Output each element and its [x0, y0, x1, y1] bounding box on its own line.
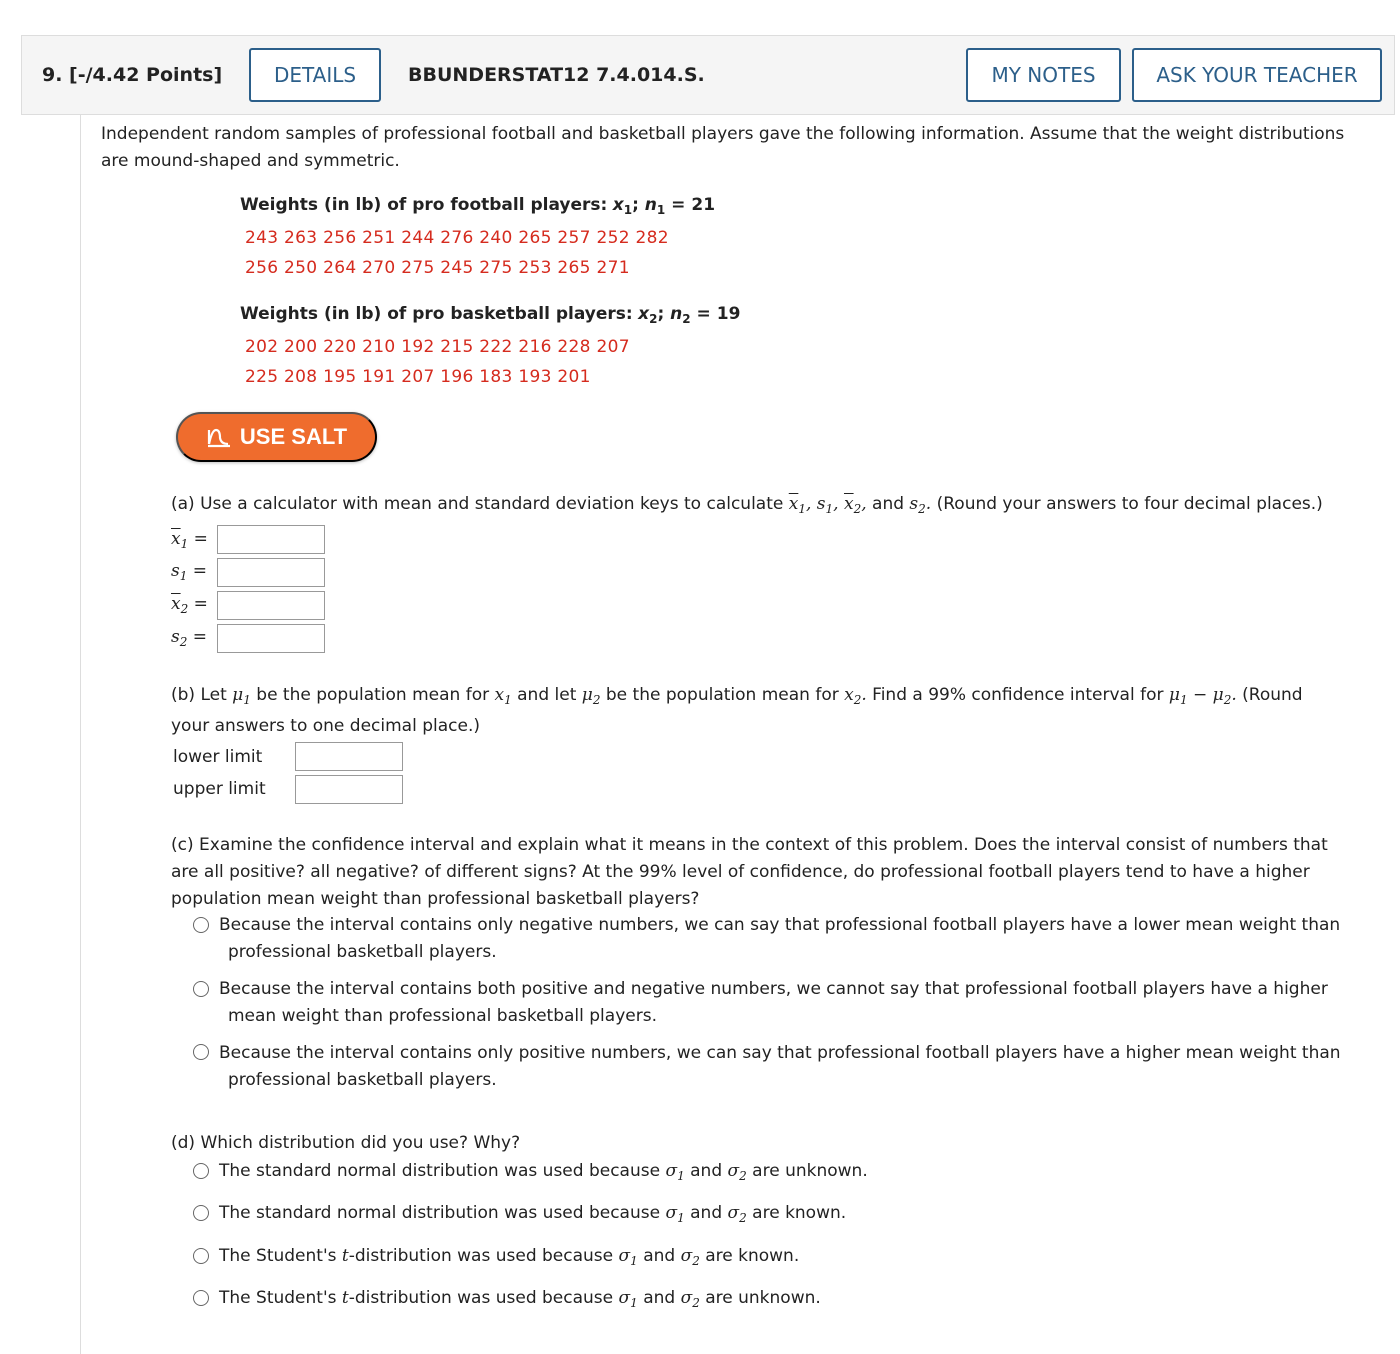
football-data-row-2: 256 250 264 270 275 245 275 253 265 271 [245, 258, 630, 278]
my-notes-button[interactable]: MY NOTES [966, 48, 1121, 102]
part-d-option-1[interactable]: The standard normal distribution was used because $\sigma_1$ and $\sigma_2$ are unknown. [219, 1161, 868, 1183]
use-salt-label: USE SALT [239, 424, 348, 449]
part-d-option-4[interactable]: The Student's t-distribution was used because $\sigma_1$ and $\sigma_2$ are unknown. [219, 1288, 821, 1310]
question-header [21, 35, 1395, 115]
part-b-question-line-2: your answers to one decimal place.) [171, 716, 480, 736]
xbar1-input[interactable] [217, 525, 325, 554]
s1-label: $s_1$ = [171, 561, 208, 583]
part-c-option-1[interactable]: Because the interval contains only negative numbers, we can say that professional football players have a lower mean weight than professional basketball players. [219, 915, 1341, 962]
problem-code: BBUNDERSTAT12 7.4.014.S. [408, 64, 705, 86]
part-d-option-4-radio[interactable] [193, 1290, 209, 1306]
ask-your-teacher-button[interactable]: ASK YOUR TEACHER [1132, 48, 1382, 102]
basketball-data-row-2: 225 208 195 191 207 196 183 193 201 [245, 367, 591, 387]
question-body [80, 115, 1400, 1354]
use-salt-button[interactable] [176, 412, 377, 462]
part-c-option-2-radio[interactable] [193, 981, 209, 997]
part-c-question: (c) Examine the confidence interval and explain what it means in the context of this problem. Does the interval consist of numbers that are all positive? all negative? of different signs? At the 99% level of confidence, do professional football players tend to have a higher population mean weight than professional basketball players? [171, 835, 1328, 909]
basketball-title: Weights (in lb) of pro basketball players: $x_2$; $n_2 = 19$ [240, 304, 741, 326]
intro-line-2: are mound-shaped and symmetric. [101, 151, 400, 171]
xbar2-input[interactable] [217, 591, 325, 620]
part-c-option-1-radio[interactable] [193, 917, 209, 933]
part-c-option-3-radio[interactable] [193, 1044, 209, 1060]
xbar1-label: $\overline{x}_1$ = [171, 529, 208, 551]
s2-label: $s_2$ = [171, 627, 208, 649]
part-a-question: (a) Use a calculator with mean and standard deviation keys to calculate $\overline{x}_1$, $s_1$, $\overline{x}_2$, and $s_2$. (Round your answers to four decimal places.) [171, 494, 1323, 516]
lower-limit-input[interactable] [295, 742, 403, 771]
part-c-option-3[interactable]: Because the interval contains only positive numbers, we can say that professional football players have a higher mean weight than professional basketball players. [219, 1043, 1341, 1090]
details-button[interactable]: DETAILS [249, 48, 381, 102]
part-d-option-2[interactable]: The standard normal distribution was used because $\sigma_1$ and $\sigma_2$ are known. [219, 1203, 847, 1225]
s1-input[interactable] [217, 558, 325, 587]
s2-input[interactable] [217, 624, 325, 653]
part-d-option-3-radio[interactable] [193, 1248, 209, 1264]
upper-limit-label: upper limit [173, 779, 266, 799]
salt-chart-icon [206, 426, 232, 448]
upper-limit-input[interactable] [295, 775, 403, 804]
intro-text [101, 121, 1381, 175]
basketball-data-row-1: 202 200 220 210 192 215 222 216 228 207 [245, 337, 630, 357]
part-c-option-2[interactable]: Because the interval contains both positive and negative numbers, we cannot say that professional football players have a higher mean weight than professional basketball players. [219, 979, 1328, 1026]
part-d-question: (d) Which distribution did you use? Why? [171, 1133, 521, 1153]
xbar2-label: $\overline{x}_2$ = [171, 594, 208, 616]
part-d-option-2-radio[interactable] [193, 1205, 209, 1221]
part-b-question-line-1: (b) Let $\mu_1$ be the population mean for $x_1$ and let $\mu_2$ be the population mean for $x_2$. Find a 99% confidence interval for $\mu_1 - \mu_2$. (Round [171, 685, 1303, 707]
part-d-option-3[interactable]: The Student's t-distribution was used because $\sigma_1$ and $\sigma_2$ are known. [219, 1246, 800, 1268]
basketball-n: 19 [716, 304, 741, 324]
lower-limit-label: lower limit [173, 747, 263, 767]
football-n: 21 [691, 195, 716, 215]
part-d-option-1-radio[interactable] [193, 1163, 209, 1179]
question-number: 9. [-/4.42 Points] [42, 64, 223, 86]
intro-line-1: Independent random samples of professional football and basketball players gave the following information. Assume that the weight distributions [101, 124, 1345, 144]
football-data-row-1: 243 263 256 251 244 276 240 265 257 252 282 [245, 228, 669, 248]
football-title: Weights (in lb) of pro football players: $x_1$; $n_1 = 21$ [240, 195, 716, 217]
